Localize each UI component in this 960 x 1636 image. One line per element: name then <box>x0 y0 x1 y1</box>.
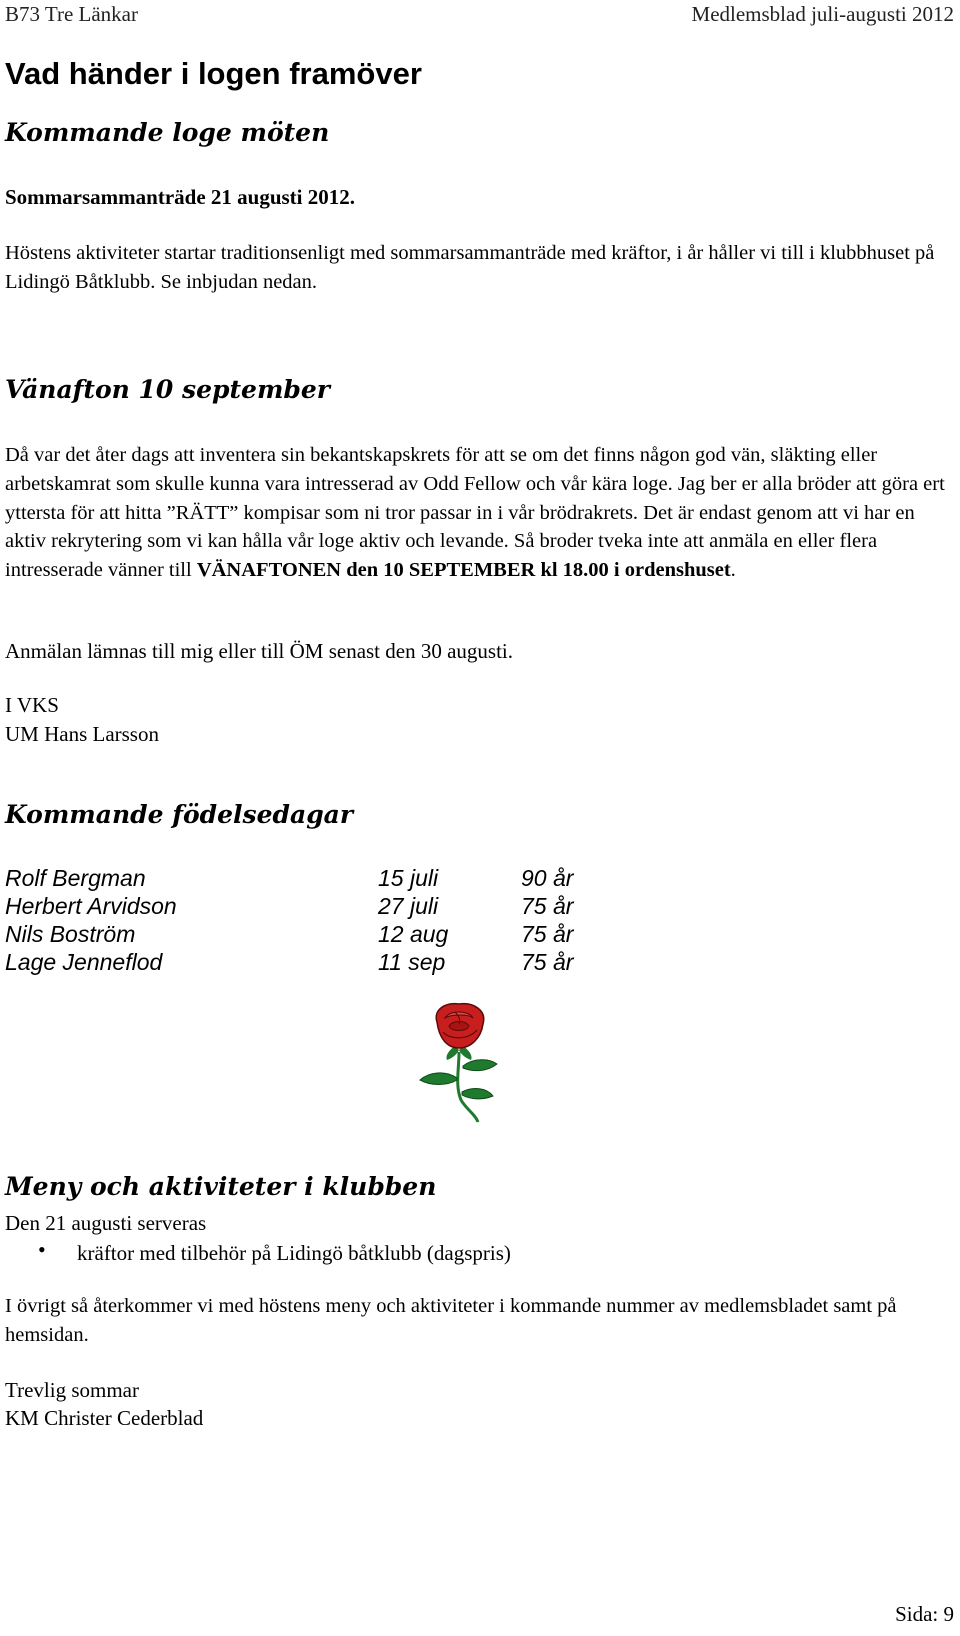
page-number: Sida: 9 <box>895 1602 954 1626</box>
section-heading-vanafton: Vänafton 10 september <box>5 375 330 404</box>
meeting-paragraph: Höstens aktiviteter startar traditionsenligt med sommarsammanträde med kräftor, i år håller vi till i klubbhuset på Lidingö Båtklubb. Se inbjudan nedan. <box>5 242 935 293</box>
bullet-icon: • <box>38 1237 46 1262</box>
birthday-age: 75 år <box>521 893 574 919</box>
birthday-age: 75 år <box>521 921 574 947</box>
vanafton-end: . <box>730 559 736 582</box>
birthday-date: 12 aug <box>378 921 449 947</box>
birthday-age: 75 år <box>521 949 574 975</box>
menu-paragraph: I övrigt så återkommer vi med höstens meny och aktiviteter i kommande nummer av medlemsbladet samt på hemsidan. <box>5 1295 897 1346</box>
list-item: kräftor med tilbehör på Lidingö båtklubb (dagspris) <box>77 1241 511 1265</box>
signature-line-2: UM Hans Larsson <box>5 722 159 746</box>
vanafton-paragraph <box>5 441 955 585</box>
birthday-name: Lage Jenneflod <box>5 949 163 975</box>
birthday-date: 27 juli <box>378 893 439 919</box>
vanafton-text: Då var det åter dags att inventera sin bekantskapskrets för att se om det finns någon god vän, släkting eller arbetskamrat som skulle kunna vara intresserad av Odd Fellow och vår kära loge. Jag ber er alla bröder att göra ert yttersta för att hitta ”RÄTT” kompisar som ni tror passar in i vår brödrakrets. Det är endast genom att vi har en aktiv rekrytering som vi kan hålla vår loge aktiv och levande. Så broder tveka inte att anmäla en eller flera intresserade vänner till <box>5 444 945 582</box>
birthday-name: Herbert Arvidson <box>5 893 177 919</box>
birthday-age: 90 år <box>521 865 574 891</box>
vanafton-bold-text: VÄNAFTONEN den 10 SEPTEMBER kl 18.00 i ordenshuset <box>196 559 731 582</box>
closing-line-1: Trevlig sommar <box>5 1378 139 1402</box>
signature-line-1: I VKS <box>5 693 59 717</box>
header-right: Medlemsblad juli-augusti 2012 <box>691 2 954 26</box>
birthday-name: Nils Boström <box>5 921 136 947</box>
header-left: B73 Tre Länkar <box>5 2 138 26</box>
section-heading-menu: Meny och aktiviteter i klubben <box>5 1172 437 1201</box>
closing-line-2: KM Christer Cederblad <box>5 1406 204 1430</box>
page-title: Vad händer i logen framöver <box>5 56 422 91</box>
red-rose-icon <box>415 1000 510 1125</box>
meeting-subheading: Sommarsammanträde 21 augusti 2012. <box>5 185 355 209</box>
birthday-date: 11 sep <box>378 949 446 975</box>
birthday-name: Rolf Bergman <box>5 865 146 891</box>
birthday-date: 15 juli <box>378 865 439 891</box>
section-heading-meetings: Kommande loge möten <box>5 118 330 147</box>
menu-intro: Den 21 augusti serveras <box>5 1211 207 1235</box>
section-heading-birthdays: Kommande födelsedagar <box>5 800 354 829</box>
signup-text: Anmälan lämnas till mig eller till ÖM senast den 30 augusti. <box>5 639 513 663</box>
